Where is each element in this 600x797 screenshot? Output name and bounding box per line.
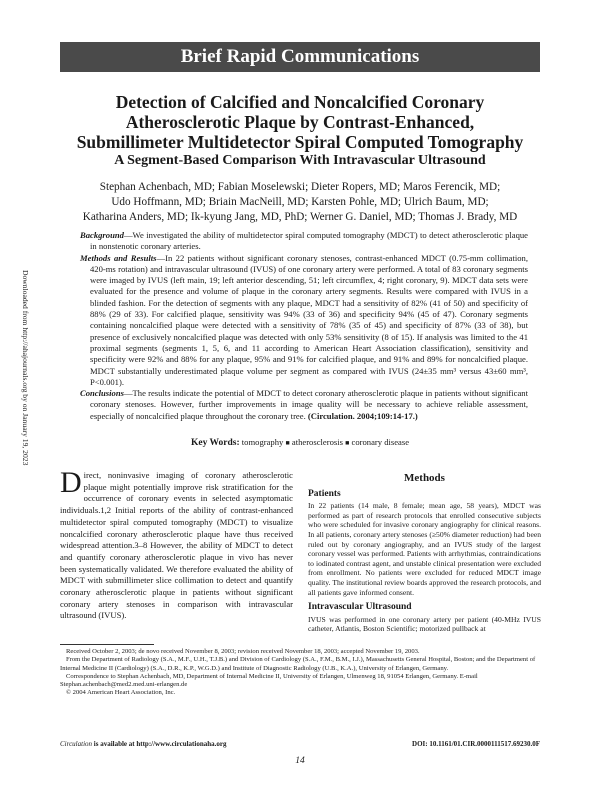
abstract-label: Methods and Results — [80, 252, 157, 263]
methods-heading: Methods — [404, 472, 445, 484]
section-banner: Brief Rapid Communications — [60, 42, 540, 72]
availability-text: is available at http://www.circulationaha.org — [92, 740, 227, 748]
keywords — [60, 437, 540, 448]
abstract-methods — [80, 253, 528, 389]
dropcap: D — [60, 466, 82, 499]
journal-name: Circulation — [60, 740, 93, 748]
footnote: From the Department of Radiology (S.A., M.F., U.H., T.J.B.) and Division of Cardiology (S.A., F.M., B.M., I.J.), Massachusetts General Hospital, Boston; and the Department of Internal Medicine II (Cardiology) (S.A., D.R., K.P., W.G.D.) and Institute of Diagnostic Radiology (U.B., K.A.), University of Erlangen, Germany. — [60, 656, 536, 672]
page-footer — [60, 740, 540, 748]
title-line: Detection of Calcified and Noncalcified Coronary — [115, 92, 485, 112]
keyword-separator: ■ — [285, 439, 290, 447]
footnotes — [60, 648, 540, 698]
footnote: Received October 2, 2003; de novo received November 8, 2003; revision received November 18, 2003; accepted November 19, 2003. — [66, 648, 420, 655]
patients-text: In 22 patients (14 male, 8 female; mean age, 58 years), MDCT was performed as part of research protocols that enrolled consecutive subjects who were scheduled for invasive coronary angiography for clinical reasons. In all patients, coronary artery stenoses (≥50% diameter reduction) had been ruled out by coronary angiography, and an IVUS study of the largest coronary vessel was performed. Patients with arrhythmias, contraindications to iodinated contrast agent, and unstable clinical presentation were excluded from enrollment. No patients were excluded for reduced MDCT image quality. The institutional review boards approved the research protocols, and all patients gave informed consent. — [308, 501, 541, 597]
patients-heading: Patients — [308, 488, 341, 499]
footnote-divider — [60, 644, 154, 645]
citation: (Circulation. 2004;109:14-17.) — [307, 410, 418, 421]
author-list — [60, 180, 540, 225]
footnote: Correspondence to Stephan Achenbach, MD, Department of Internal Medicine II, University of Erlangen, Ulmenweg 18, 91054 Erlangen, Germany. E-mail Stephan.achenbach@med2.med.uni-erlangen.de — [60, 672, 478, 689]
abstract-text: —The results indicate the potential of MDCT to detect coronary atherosclerotic plaque in patients without significant coronary stenoses. However, further improvements in image quality will be necessary to achieve reliable assessment, especially of noncalcified plaque throughout the coronary tree. — [90, 388, 528, 421]
keyword: coronary disease — [351, 437, 410, 447]
keyword: tomography — [241, 437, 284, 447]
intro-text: irect, noninvasive imaging of coronary atherosclerotic plaque might potentially improve risk stratification for the occurrence of coronary events in selected asymptomatic individuals.1,2 Initial reports of the ability of contrast-enhanced multidetector spiral computed tomography (MDCT) to visualize noncalcified coronary atherosclerotic plaque have thus received widespread attention.3–8 However, the ability of MDCT to detect and quantify coronary atherosclerotic plaque in vivo has never been systematically validated. We therefore evaluated the ability of MDCT with submillimeter slice collimation to detect and quantify coronary atherosclerotic plaque in patients without significant coronary artery stenoses in comparison with intravascular ultrasound (IVUS). — [60, 470, 293, 621]
download-note-text: Downloaded from http://ahajournals.org by on January 19, 2023 — [21, 270, 30, 466]
footnote: © 2004 American Heart Association, Inc. — [66, 689, 176, 697]
author-line: Katharina Anders, MD; Ik-kyung Jang, MD, PhD; Werner G. Daniel, MD; Thomas J. Brady, MD — [82, 211, 518, 223]
keyword: atherosclerosis — [291, 437, 343, 447]
ivus-text: IVUS was performed in one coronary artery per patient (40-MHz IVUS catheter, Atlantis, Boston Scientific; motorized pullback at — [308, 614, 541, 634]
introduction — [60, 466, 293, 622]
article-title — [60, 92, 540, 152]
article-subtitle: A Segment-Based Comparison With Intravascular Ultrasound — [114, 153, 486, 168]
doi: DOI: 10.1161/01.CIR.0000111517.69230.0F — [412, 740, 540, 748]
abstract — [80, 230, 528, 422]
methods-section — [308, 470, 541, 640]
abstract-text: —In 22 patients without significant coronary stenoses, contrast-enhanced MDCT (0.75-mm collimation, 420-ms rotation) and intravascular ultrasound (IVUS) of one coronary artery were performed. A total of 83 coronary segments were imaged by IVUS (left main, 19; left anterior descending, 51; left circumflex, 4; right coronary, 9). MDCT data sets were evaluated for the presence and volume of plaque in the coronary artery segments. Results were compared with IVUS in a blinded fashion. For the detection of segments with any plaque, MDCT had a sensitivity of 82% (41 of 50) and specificity of 88% (29 of 33). For calcified plaque, sensitivity was 94% (33 of 36) and specificity 94% (45 of 47). Coronary segments containing noncalcified plaque were detected with a sensitivity of 78% (35 of 45) and specificity of 87% (33 of 38), but presence of exclusively noncalcified plaque was detected with only 53% sensitivity (8 of 15). If analysis was limited to the 41 proximal segments (segments 1, 5, 6, and 11 according to American Heart Association classification), sensitivity and specificity were 92% and 88% for any plaque, 95% and 91% for calcified plaque, and 91% and 89% for noncalcified plaque. MDCT substantially underestimated plaque volume per segment as compared with IVUS (24±35 mm³ versus 43±60 mm³, P<0.001). — [90, 252, 528, 387]
title-line: Atherosclerotic Plaque by Contrast-Enhanced, — [125, 112, 475, 132]
keywords-label: Key Words: — [190, 438, 240, 448]
abstract-background — [80, 230, 528, 253]
abstract-label: Conclusions — [80, 388, 124, 399]
journal-availability — [60, 740, 226, 748]
abstract-text: —We investigated the ability of multidetector spiral computed tomography (MDCT) to detect atherosclerotic plaque in nonstenotic coronary arteries. — [90, 230, 528, 252]
page-number: 14 — [295, 756, 305, 766]
ivus-heading: Intravascular Ultrasound — [308, 602, 412, 613]
keyword-separator: ■ — [345, 439, 350, 447]
author-line: Udo Hoffmann, MD; Briain MacNeill, MD; Karsten Pohle, MD; Ulrich Baum, MD; — [111, 196, 489, 208]
author-line: Stephan Achenbach, MD; Fabian Moselewski; Dieter Ropers, MD; Maros Ferencik, MD; — [99, 181, 501, 193]
title-line: Submillimeter Multidetector Spiral Computed Tomography — [76, 132, 524, 152]
abstract-conclusions — [80, 388, 528, 422]
abstract-label: Background — [80, 230, 124, 240]
